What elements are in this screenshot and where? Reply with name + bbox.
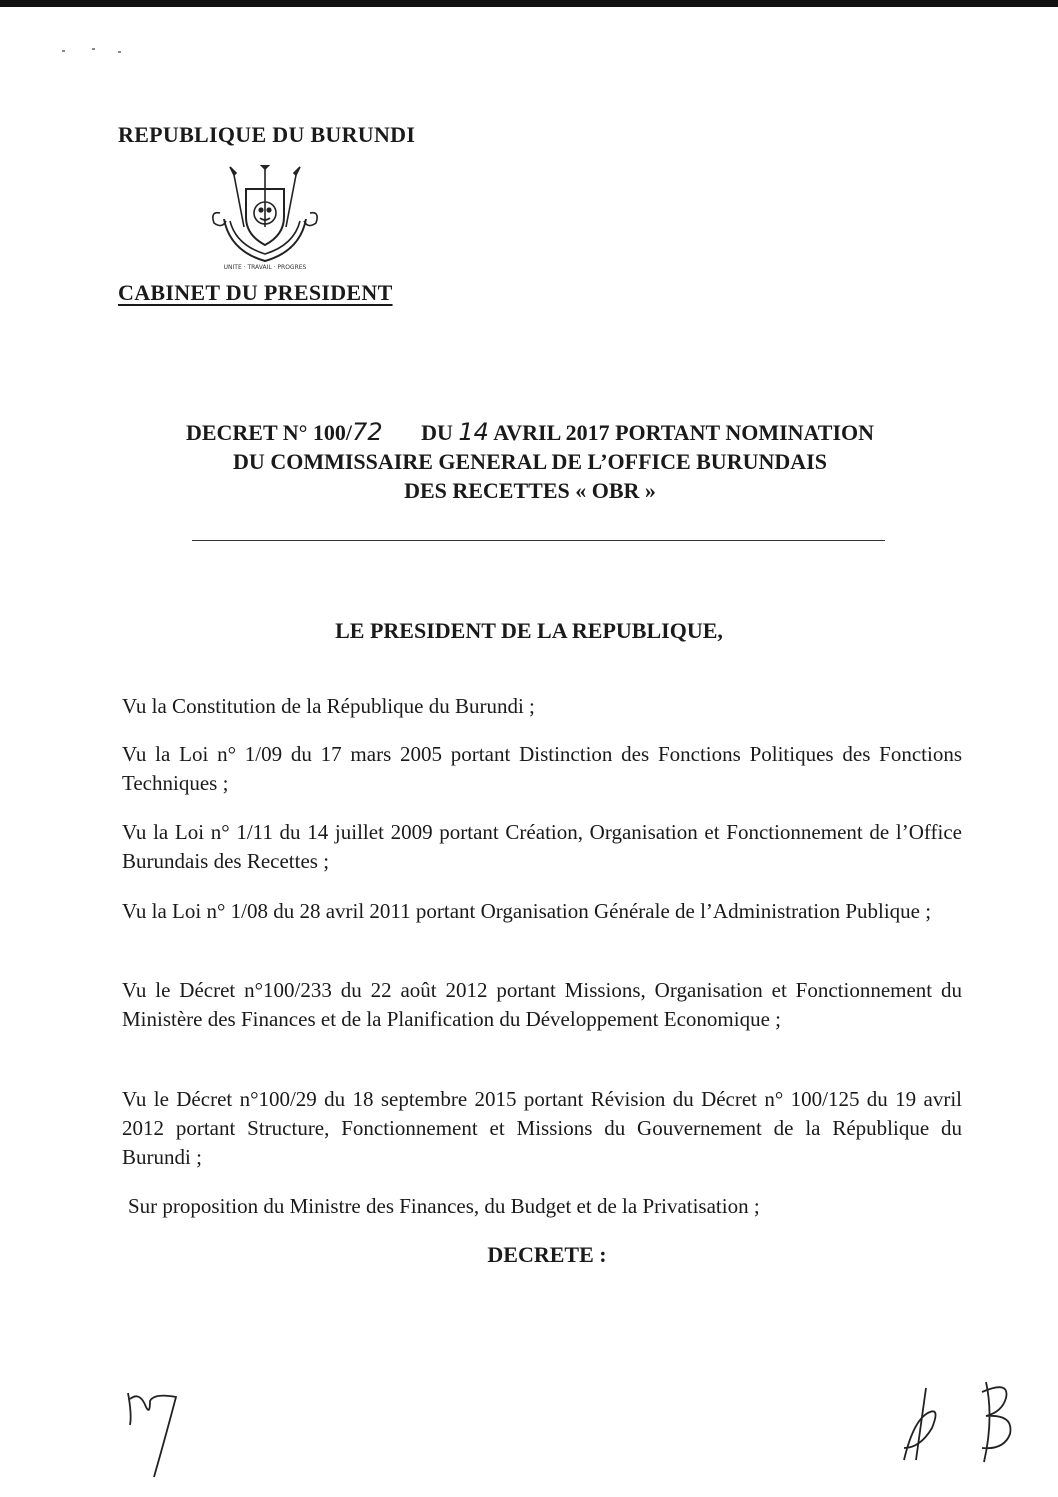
recital-proposition: Sur proposition du Ministre des Finances, du Budget et de la Privatisation ; [128,1194,760,1218]
recital-constitution: Vu la Constitution de la République du Burundi ; [122,694,535,718]
emblem-motto: UNITE · TRAVAIL · PROGRES [223,264,307,271]
decree-number-handwritten: 72 [352,418,383,446]
decree-day-handwritten: 14 [458,418,489,446]
decree-title [100,418,960,505]
recital-loi-1-11: Vu la Loi n° 1/11 du 14 juillet 2009 portant Création, Organisation et Fonctionnement de l’Office Burundais des Recettes ; [122,820,962,873]
decree-number-prefix: DECRET N° 100/ [185,420,353,445]
burundi-coat-of-arms-emblem [200,165,330,273]
initials-signature-left [120,1385,200,1485]
scan-speck [92,48,95,50]
initials-signature-right [890,1378,1020,1468]
title-divider [192,540,885,541]
president-heading: LE PRESIDENT DE LA REPUBLIQUE, [335,618,723,643]
recital-loi-1-09: Vu la Loi n° 1/09 du 17 mars 2005 portant Distinction des Fonctions Politiques des Fonctions Techniques ; [122,742,962,795]
decree-title-line-1-rest: AVRIL 2017 PORTANT NOMINATION [493,420,875,445]
decree-date-du: DU [421,420,453,445]
decree-title-line-1 [100,418,960,447]
scan-top-edge [0,0,1058,7]
cabinet-heading: CABINET DU PRESIDENT [118,280,393,305]
recital-loi-1-08: Vu la Loi n° 1/08 du 28 avril 2011 portant Organisation Générale de l’Administration Publique ; [122,899,932,923]
decree-title-line-2: DU COMMISSAIRE GENERAL DE L’OFFICE BURUNDAIS [233,449,827,474]
scan-speck [118,51,121,53]
republic-heading: REPUBLIQUE DU BURUNDI [118,122,416,147]
decree-title-line-3: DES RECETTES « OBR » [404,478,656,503]
recital-decret-100-233: Vu le Décret n°100/233 du 22 août 2012 portant Missions, Organisation et Fonctionnement du Ministère des Finances et de la Planification du Développement Economique ; [122,978,962,1031]
recital-decret-100-29: Vu le Décret n°100/29 du 18 septembre 2015 portant Révision du Décret n° 100/125 du 19 avril 2012 portant Structure, Fonctionnement et Missions du Gouvernement de la République du Burundi ; [122,1087,962,1169]
scan-speck [62,50,65,52]
decrete-heading: DECRETE : [487,1242,607,1267]
